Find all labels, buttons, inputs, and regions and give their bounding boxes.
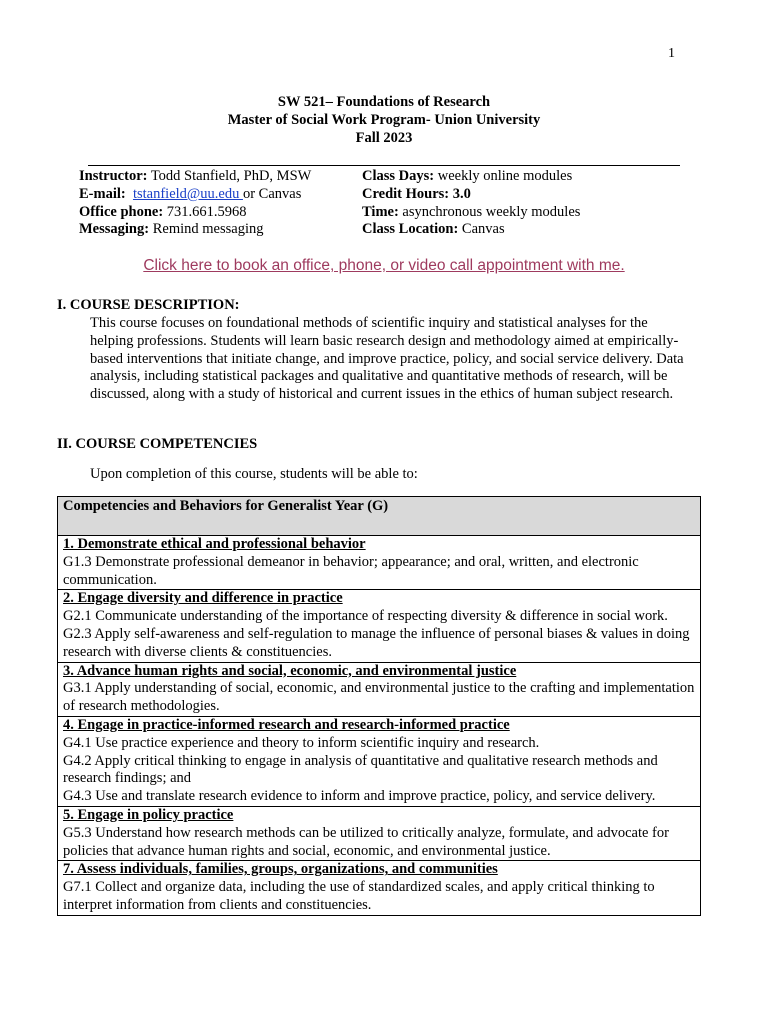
phone-value: 731.661.5968 <box>163 203 247 220</box>
class-info <box>362 168 580 239</box>
table-row <box>58 590 701 662</box>
instructor-label: Instructor: <box>79 168 148 184</box>
behavior-item: G7.1 Collect and organize data, including the use of standardized scales, and apply critical thinking to interpret information from clients and constituencies. <box>63 879 655 913</box>
program-title: Master of Social Work Program- Union University <box>227 112 541 128</box>
header-divider <box>88 165 680 166</box>
competency-heading: 5. Engage in policy practice <box>63 806 234 823</box>
email-link[interactable]: tstanfield@uu.edu <box>132 185 243 202</box>
class-days-label: Class Days: <box>362 168 435 184</box>
table-row <box>58 716 701 806</box>
table-row <box>58 861 701 915</box>
credit-hours-label: Credit Hours: <box>362 185 450 202</box>
course-competencies-heading: II. COURSE COMPETENCIES <box>57 436 258 452</box>
email-label: E-mail: <box>79 185 126 202</box>
competency-heading: 1. Demonstrate ethical and professional behavior <box>63 536 366 552</box>
table-row <box>58 806 701 860</box>
instructor-info <box>79 168 311 239</box>
competency-heading: 2. Engage diversity and difference in practice <box>63 590 343 607</box>
behavior-item: G1.3 Demonstrate professional demeanor in behavior; appearance; and oral, written, and electronic communication. <box>63 553 639 588</box>
competency-heading: 4. Engage in practice-informed research and research-informed practice <box>63 716 510 733</box>
competency-heading: 7. Assess individuals, families, groups, organizations, and communities <box>63 861 498 878</box>
class-location-label: Class Location: <box>362 221 459 238</box>
credit-hours-value: 3.0 <box>449 185 471 202</box>
competencies-intro: Upon completion of this course, students will be able to: <box>90 466 418 482</box>
competencies-table <box>57 496 701 916</box>
behavior-item: G4.1 Use practice experience and theory to inform scientific inquiry and research. <box>63 734 540 751</box>
course-title: SW 521– Foundations of Research <box>277 94 491 110</box>
email-suffix: or Canvas <box>242 185 302 202</box>
messaging-value: Remind messaging <box>149 221 264 238</box>
time-value: asynchronous weekly modules <box>398 203 581 220</box>
class-location-value: Canvas <box>458 221 505 238</box>
behavior-item: G4.3 Use and translate research evidence to inform and improve practice, policy, and service delivery. <box>63 788 656 805</box>
behavior-item: G4.2 Apply critical thinking to engage in analysis of quantitative and qualitative research methods and research findings; and <box>63 752 658 787</box>
table-row <box>58 662 701 716</box>
behavior-item: G2.3 Apply self-awareness and self-regulation to manage the influence of personal biases & values in doing research with diverse clients & constituencies. <box>63 625 690 660</box>
course-description-text: This course focuses on foundational methods of scientific inquiry and statistical analyses for the helping professions. Students will learn basic research design and methodology aimed at empirically-based interventions that initiate change, and improve practice, policy, and social service delivery. Data analysis, including statistical packages and qualitative and quantitative methods of research, will be discussed, along with a study of historical and current issues in the ethics of human subject research. <box>90 315 684 403</box>
course-description-heading: I. COURSE DESCRIPTION: <box>57 297 240 313</box>
page-number: 1 <box>668 46 675 61</box>
table-header-row <box>58 497 701 536</box>
behavior-item: G3.1 Apply understanding of social, economic, and environmental justice to the crafting and implementation of research methodologies. <box>63 680 695 715</box>
class-days-value: weekly online modules <box>434 168 573 184</box>
appointment-link[interactable]: Click here to book an office, phone, or video call appointment with me. <box>143 257 625 274</box>
course-title-block <box>0 93 768 147</box>
table-row <box>58 536 701 590</box>
table-header-cell: Competencies and Behaviors for Generalist Year (G) <box>58 497 701 536</box>
competency-heading: 3. Advance human rights and social, economic, and environmental justice <box>63 662 517 679</box>
behavior-item: G5.3 Understand how research methods can be utilized to critically analyze, formulate, and advocate for policies that advance human rights and social, economic, and environmental justice. <box>63 824 669 859</box>
term-title: Fall 2023 <box>355 130 413 146</box>
phone-label: Office phone: <box>79 203 164 220</box>
messaging-label: Messaging: <box>79 221 150 238</box>
behavior-item: G2.1 Communicate understanding of the importance of respecting diversity & difference in social work. <box>63 608 668 625</box>
instructor-value: Todd Stanfield, PhD, MSW <box>147 168 312 184</box>
time-label: Time: <box>362 203 399 220</box>
